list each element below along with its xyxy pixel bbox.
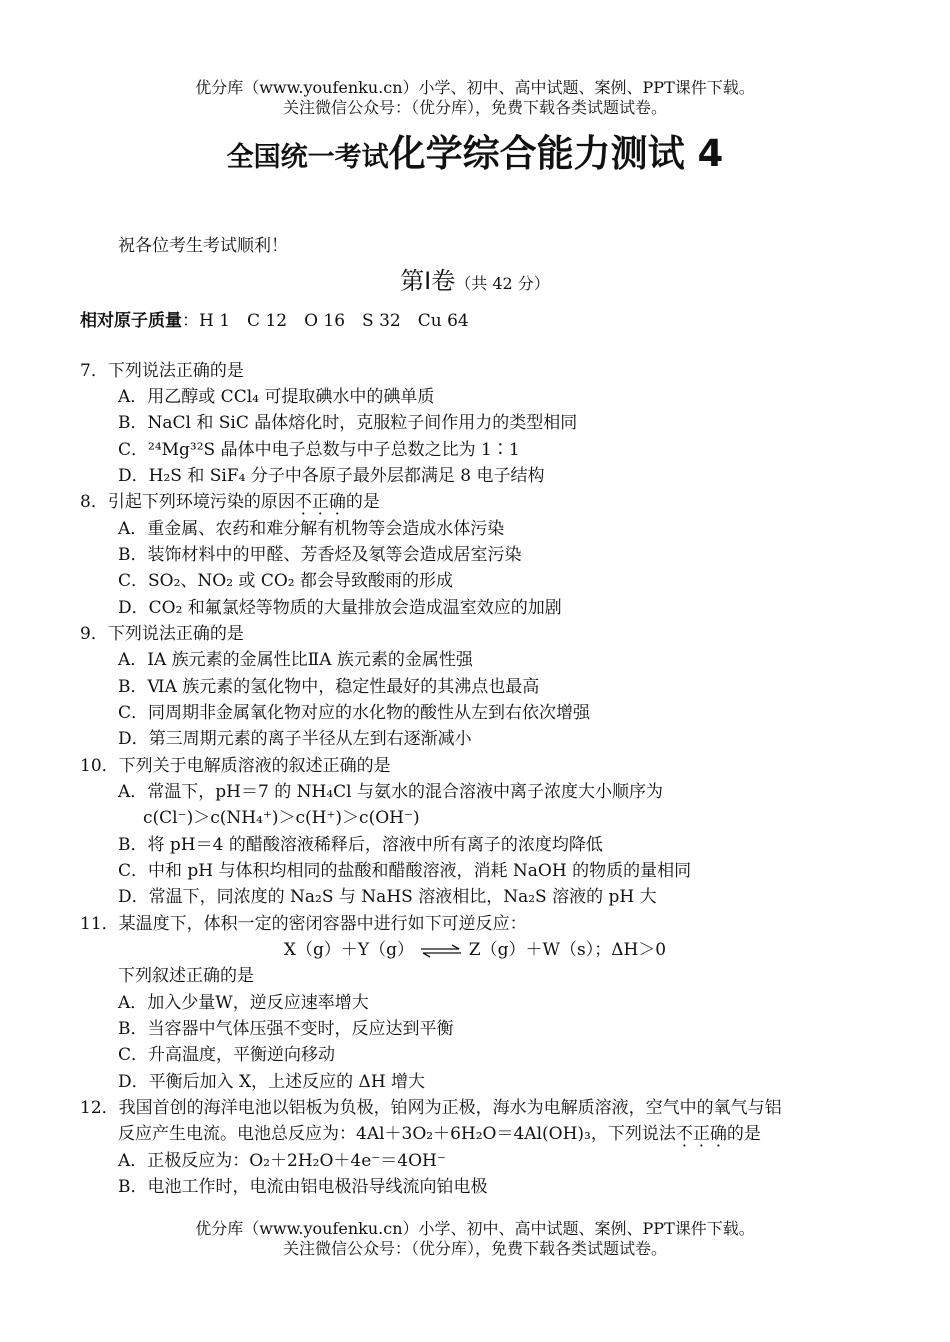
q8-stem-part-1: 8．引起下列环境污染的原因 — [80, 492, 295, 512]
q9-option-b: B．ⅥA 族元素的氢化物中，稳定性最好的其沸点也最高 — [118, 677, 540, 697]
q12-option-b: B．电池工作时，电流由铝电极沿导线流向铂电极 — [118, 1177, 488, 1197]
q8-stem-part-2: 的是 — [345, 492, 380, 512]
q8-option-b: B．装饰材料中的甲醛、芳香烃及氡等会造成居室污染 — [118, 545, 522, 565]
q11-equation-left: X（g）＋Y（g） — [283, 940, 414, 960]
q11-option-a: A．加入少量W，逆反应速率增大 — [118, 993, 369, 1013]
q10-option-b: B．将 pH＝4 的醋酸溶液稀释后，溶液中所有离子的浓度均降低 — [118, 835, 603, 855]
q11-option-d: D．平衡后加入 X，上述反应的 ΔH 增大 — [118, 1072, 426, 1092]
atomic-mass-label: 相对原子质量 — [80, 311, 182, 331]
q12-emphasis: 不正确 — [675, 1124, 727, 1144]
title-prefix: 全国统一考试 — [226, 142, 389, 173]
atomic-mass-values: ：H 1 C 12 O 16 S 32 Cu 64 — [182, 311, 469, 331]
q9-stem: 9．下列说法正确的是 — [80, 624, 244, 644]
section-title: 第Ⅰ卷 — [400, 267, 456, 295]
header-line-2: 关注微信公众号：（优分库），免费下载各类试题试卷。 — [282, 98, 667, 117]
q11-equation — [0, 937, 950, 963]
q12-option-a: A．正极反应为：O₂＋2H₂O＋4e⁻＝4OH⁻ — [118, 1151, 446, 1171]
q11-option-b: B．当容器中气体压强不变时，反应达到平衡 — [118, 1019, 454, 1039]
q11-option-c: C．升高温度，平衡逆向移动 — [118, 1045, 336, 1065]
wish-text: 祝各位考生考试顺利！ — [118, 236, 288, 256]
q10-stem: 10．下列关于电解质溶液的叙述正确的是 — [80, 756, 391, 776]
q7-option-a: A．用乙醇或 CCl₄ 可提取碘水中的碘单质 — [118, 387, 435, 407]
q8-stem — [80, 489, 380, 515]
q8-option-d: D．CO₂ 和氟氯烃等物质的大量排放会造成温室效应的加剧 — [118, 598, 562, 618]
q7-stem: 7．下列说法正确的是 — [80, 361, 244, 381]
section-heading — [0, 264, 950, 301]
q9-option-d: D．第三周期元素的离子半径从左到右逐渐减小 — [118, 729, 472, 749]
q10-option-d: D．常温下，同浓度的 Na₂S 与 NaHS 溶液相比，Na₂S 溶液的 pH 大 — [118, 887, 657, 907]
q8-emphasis: 不正确 — [294, 492, 346, 512]
page-title — [0, 128, 950, 187]
atomic-mass-line — [80, 306, 469, 331]
q9-option-a: A．ⅠA 族元素的金属性比ⅡA 族元素的金属性强 — [118, 650, 473, 670]
footer-line-1: 优分库（www.youfenku.cn）小学、初中、高中试题、案例、PPT课件下载。 — [195, 1219, 755, 1238]
q8-option-a: A．重金属、农药和难分解有机物等会造成水体污染 — [118, 519, 505, 539]
q10-option-a-continued: c(Cl⁻)＞c(NH₄⁺)＞c(H⁺)＞c(OH⁻) — [143, 808, 420, 828]
q7-option-d: D．H₂S 和 SiF₄ 分子中各原子最外层都满足 8 电子结构 — [118, 466, 545, 486]
title-main: 化学综合能力测试 4 — [388, 132, 724, 175]
footer-line-2: 关注微信公众号：（优分库），免费下载各类试题试卷。 — [282, 1239, 667, 1258]
q8-option-c: C．SO₂、NO₂ 或 CO₂ 都会导致酸雨的形成 — [118, 571, 454, 591]
q10-option-a: A．常温下，pH＝7 的 NH₄Cl 与氨水的混合溶液中离子浓度大小顺序为 — [118, 782, 663, 802]
q11-stem: 11．某温度下，体积一定的密闭容器中进行如下可逆反应： — [80, 914, 527, 934]
section-points: （共 42 分） — [455, 274, 550, 293]
q10-option-c: C．中和 pH 与体积均相同的盐酸和醋酸溶液，消耗 NaOH 的物质的量相同 — [118, 861, 692, 881]
q11-equation-right: Z（g）＋W（s）；ΔH＞0 — [468, 940, 667, 960]
q12-stem-part-2: 的是 — [726, 1124, 761, 1144]
q7-option-c: C．²⁴Mg³²S 晶体中电子总数与中子总数之比为 1∶1 — [118, 440, 520, 460]
q9-option-c: C．同周期非金属氧化物对应的水化物的酸性从左到右依次增强 — [118, 703, 591, 723]
q12-stem-part-1: 反应产生电流。电池总反应为：4Al＋3O₂＋6H₂O＝4Al(OH)₃，下列说法 — [118, 1124, 676, 1144]
q11-substem: 下列叙述正确的是 — [118, 966, 254, 986]
header-line-1: 优分库（www.youfenku.cn）小学、初中、高中试题、案例、PPT课件下载。 — [195, 78, 755, 97]
q7-option-b: B．NaCl 和 SiC 晶体熔化时，克服粒子间作用力的类型相同 — [118, 413, 578, 433]
q12-stem: 12．我国首创的海洋电池以铝板为负极，铂网为正极，海水为电解质溶液，空气中的氧气与铝 — [80, 1098, 782, 1118]
equilibrium-arrow-icon — [419, 944, 463, 958]
q12-stem-line-2 — [118, 1121, 761, 1147]
